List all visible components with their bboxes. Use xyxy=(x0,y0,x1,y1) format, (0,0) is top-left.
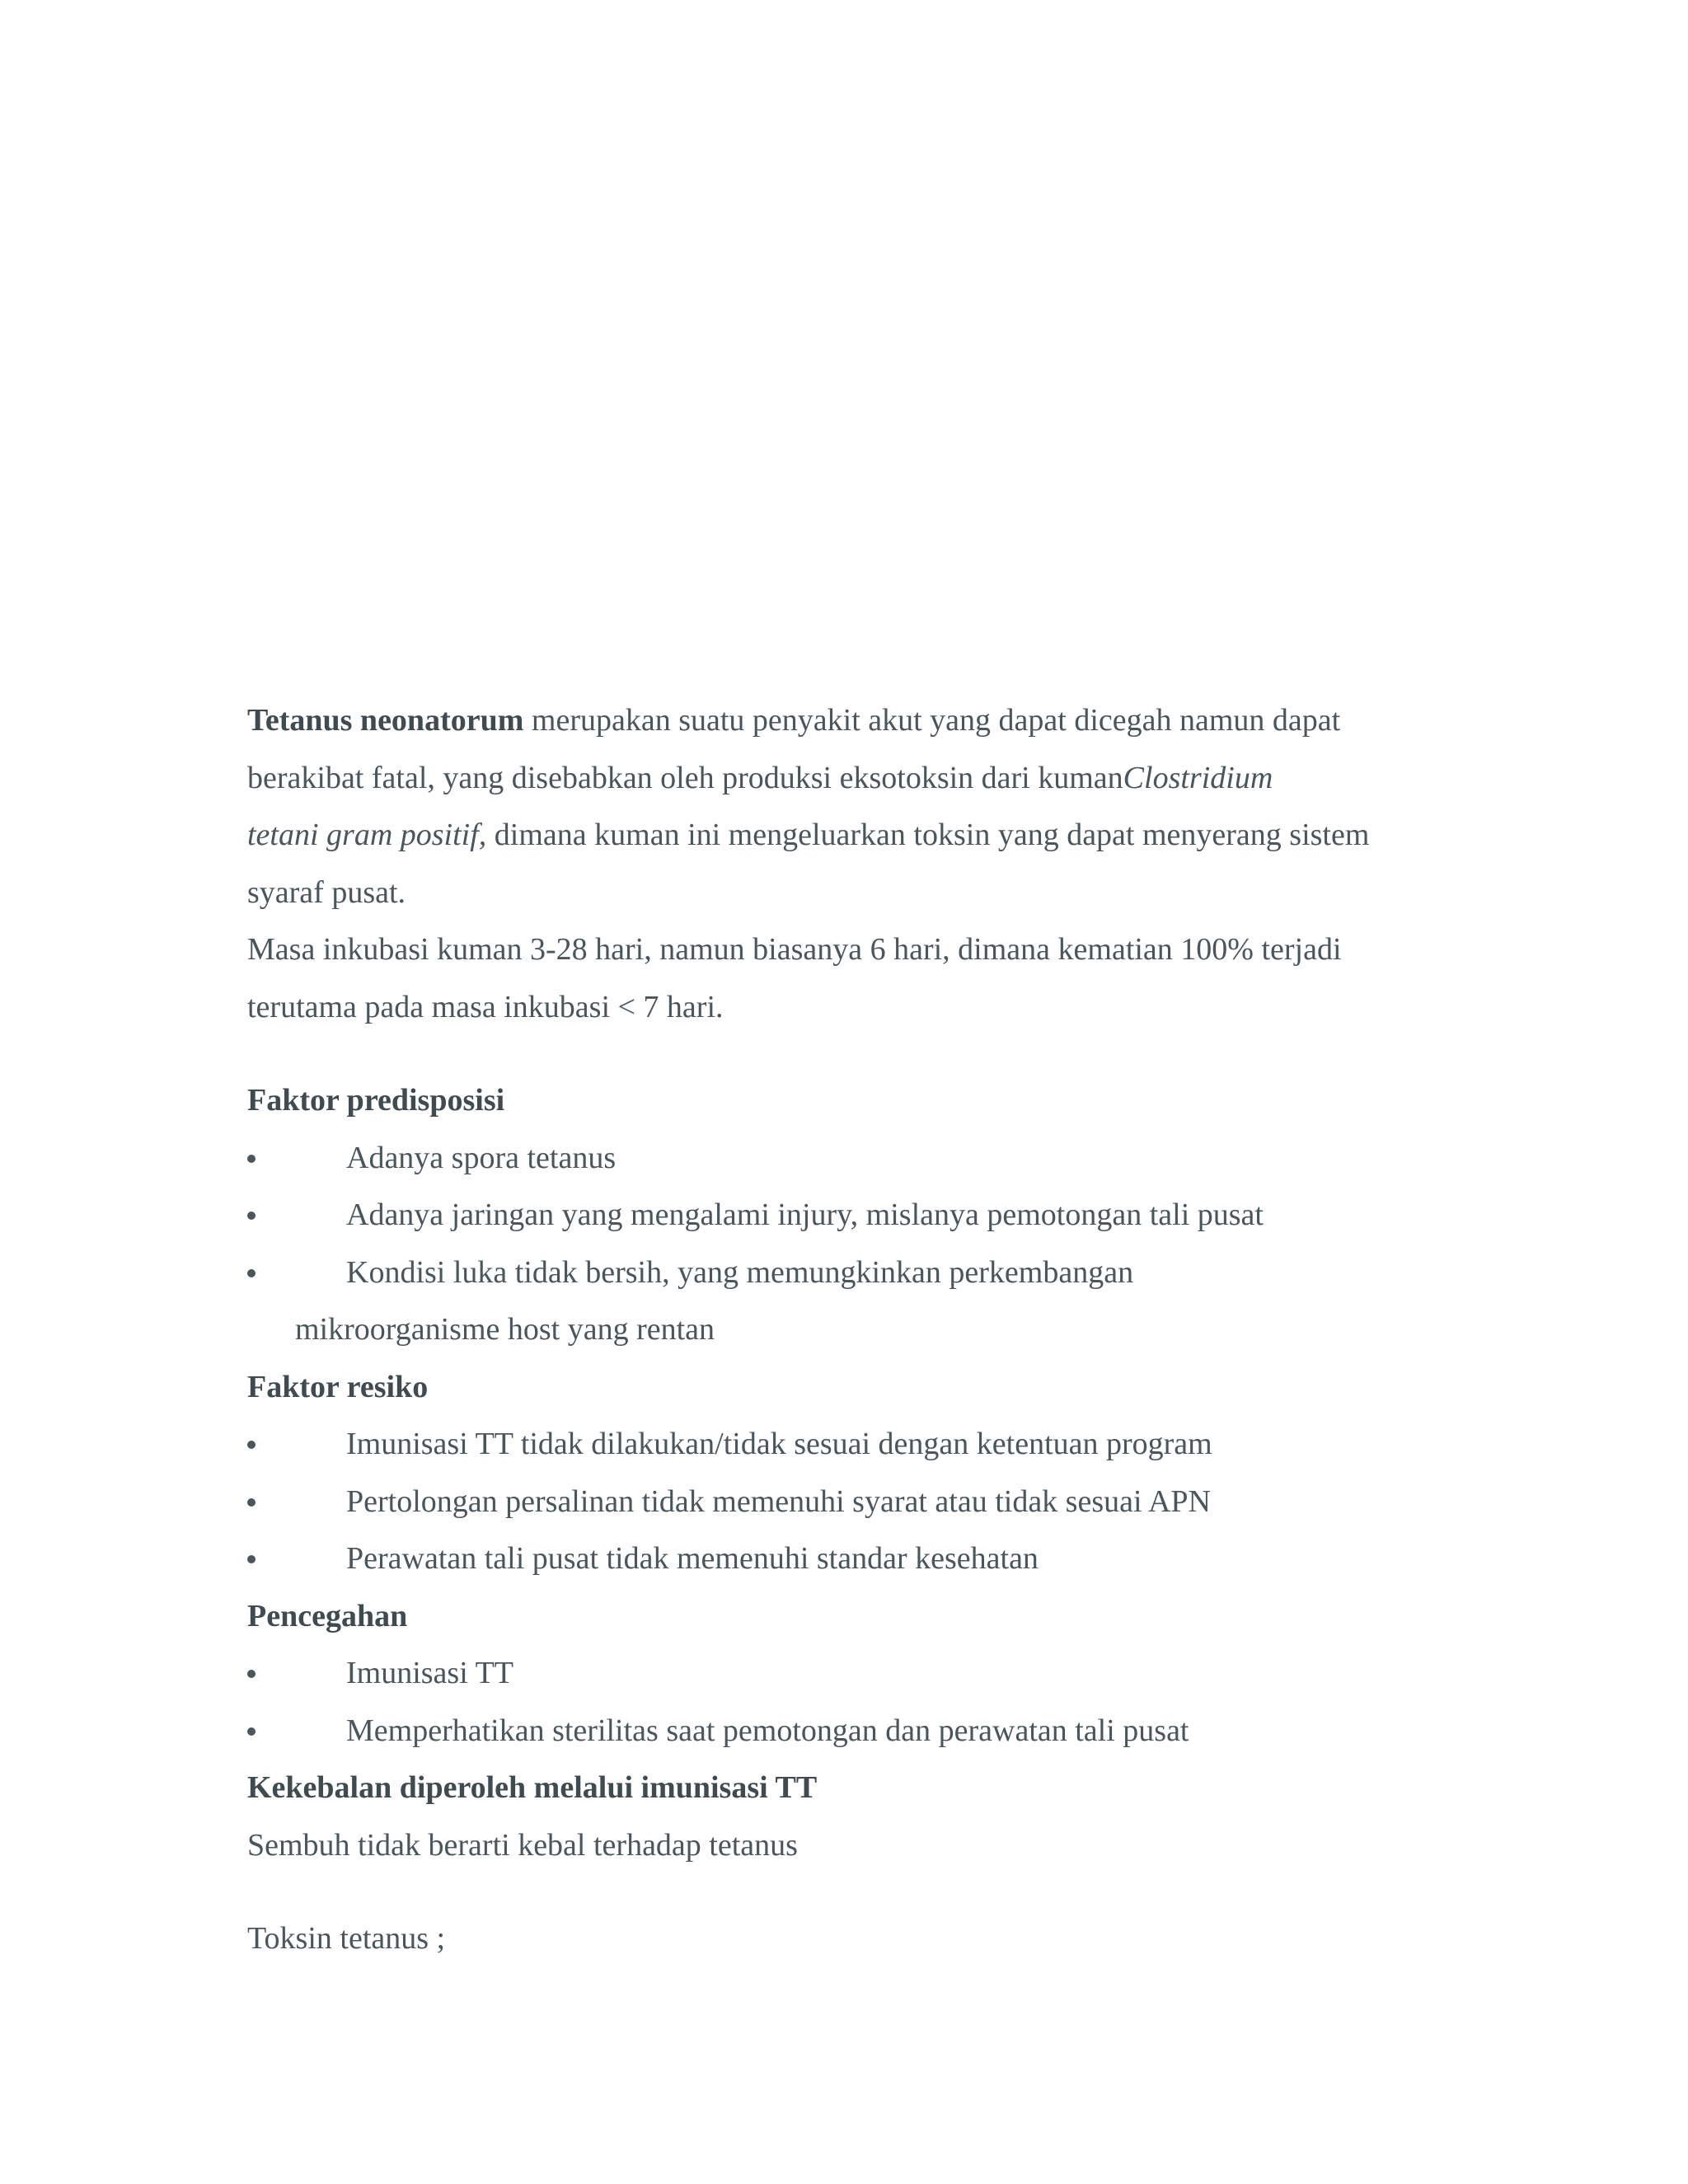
bullet-icon xyxy=(247,1441,256,1449)
list-item xyxy=(247,1416,1451,1474)
list-item-continuation: mikroorganisme host yang rentan xyxy=(295,1312,715,1347)
list-item-text: Imunisasi TT xyxy=(346,1656,514,1690)
spacer xyxy=(247,1036,1451,1072)
list-predisposisi xyxy=(247,1130,1451,1359)
list-item-text: Adanya spora tetanus xyxy=(346,1140,617,1175)
list-item-text: Adanya jaringan yang mengalami injury, mislanya pemotongan tali pusat xyxy=(346,1197,1264,1232)
intro-line-6: terutama pada masa inkubasi < 7 hari. xyxy=(247,989,724,1024)
bullet-icon xyxy=(247,1727,256,1736)
list-item-text: Pertolongan persalinan tidak memenuhi syarat atau tidak sesuai APN xyxy=(346,1483,1211,1519)
bullet-icon xyxy=(247,1555,256,1563)
list-item-text: Perawatan tali pusat tidak memenuhi standar kesehatan xyxy=(346,1541,1039,1576)
intro-line-1 xyxy=(247,692,1451,750)
bullet-icon xyxy=(247,1269,256,1277)
intro-line-1-text: merupakan suatu penyakit akut yang dapat dicegah namun dapat xyxy=(523,703,1341,738)
heading-faktor-resiko: Faktor resiko xyxy=(247,1369,429,1404)
toksin-text: Toksin tetanus ; xyxy=(247,1921,446,1956)
term-clostridium: Clostridium xyxy=(1123,760,1273,795)
term-tetanus-neonatorum: Tetanus neonatorum xyxy=(247,703,524,738)
heading-kekebalan: Kekebalan diperoleh melalui imunisasi TT xyxy=(247,1770,818,1805)
list-pencegahan xyxy=(247,1645,1451,1760)
list-item-text: Memperhatikan sterilitas saat pemotongan dan perawatan tali pusat xyxy=(346,1713,1189,1748)
document-body xyxy=(247,692,1451,1968)
list-item xyxy=(247,1130,1451,1188)
bullet-icon xyxy=(247,1155,256,1163)
list-item-text: Imunisasi TT tidak dilakukan/tidak sesuai dengan ketentuan program xyxy=(346,1427,1212,1461)
list-item xyxy=(247,1530,1451,1588)
list-item xyxy=(247,1187,1451,1244)
bullet-icon xyxy=(247,1498,256,1507)
list-item xyxy=(247,1474,1451,1531)
intro-line-2-text: berakibat fatal, yang disebabkan oleh produksi eksotoksin dari kuman xyxy=(247,760,1123,795)
term-tetani-gram-positif: tetani gram positif, xyxy=(247,818,487,852)
intro-line-2 xyxy=(247,750,1451,808)
bullet-icon xyxy=(247,1670,256,1678)
intro-line-3-text: dimana kuman ini mengeluarkan toksin yang dapat menyerang sistem xyxy=(486,818,1370,852)
list-item xyxy=(247,1645,1451,1703)
heading-faktor-predisposisi: Faktor predisposisi xyxy=(247,1083,505,1118)
kekebalan-text: Sembuh tidak berarti kebal terhadap tetanus xyxy=(247,1827,798,1863)
list-item-text: Kondisi luka tidak bersih, yang memungkinkan perkembangan xyxy=(346,1254,1134,1290)
list-resiko xyxy=(247,1416,1451,1588)
heading-pencegahan: Pencegahan xyxy=(247,1598,408,1633)
list-item xyxy=(247,1244,1451,1359)
intro-line-5: Masa inkubasi kuman 3-28 hari, namun biasanya 6 hari, dimana kematian 100% terjadi xyxy=(247,932,1342,967)
intro-line-4: syaraf pusat. xyxy=(247,874,406,910)
bullet-icon xyxy=(247,1212,256,1220)
spacer xyxy=(247,1874,1451,1910)
intro-line-3 xyxy=(247,807,1451,865)
list-item xyxy=(247,1703,1451,1760)
